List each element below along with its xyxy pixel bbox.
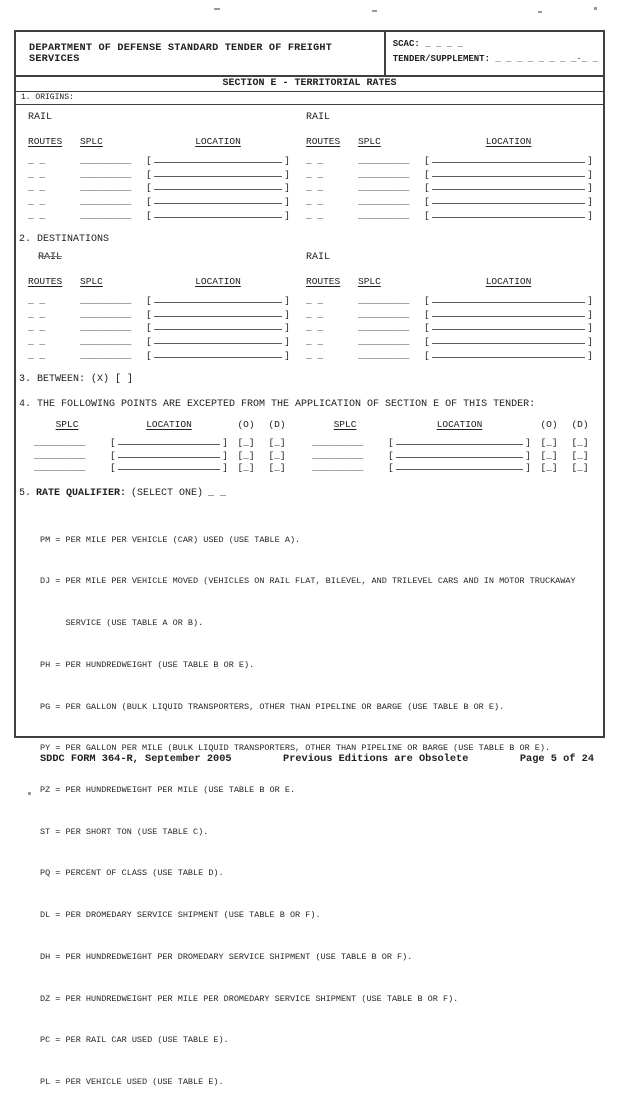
blank-line xyxy=(432,302,586,303)
bracket-open: [ xyxy=(146,209,152,221)
destinations-label: 2. DESTINATIONS xyxy=(19,233,110,245)
splc-field[interactable]: _________ xyxy=(358,336,410,348)
blank-line xyxy=(432,162,586,163)
splc-field[interactable]: _________ xyxy=(80,294,132,306)
blank-line xyxy=(154,176,283,177)
exceptions-tables xyxy=(16,419,603,473)
bracket-open: [ xyxy=(424,349,430,361)
routes-field[interactable]: _ _ xyxy=(28,336,46,348)
blank-line xyxy=(432,329,586,330)
table-row xyxy=(306,152,593,166)
bracket-close: ] xyxy=(587,154,593,166)
exceptions-group-right xyxy=(306,419,593,473)
routes-field[interactable]: _ _ xyxy=(28,209,46,221)
splc-field[interactable]: _________ xyxy=(358,196,410,208)
location-field[interactable] xyxy=(424,196,593,207)
location-field[interactable] xyxy=(424,309,593,320)
splc-field[interactable]: _________ xyxy=(80,308,132,320)
destination-checkbox[interactable]: [_] xyxy=(571,461,589,473)
rate-qualifier-option: DH = PER HUNDREDWEIGHT PER DROMEDARY SERVICE SHIPMENT (USE TABLE B OR F). xyxy=(40,951,413,962)
routes-field[interactable]: _ _ xyxy=(28,182,46,194)
location-field[interactable] xyxy=(388,450,531,461)
bracket-close: ] xyxy=(587,168,593,180)
form-title: DEPARTMENT OF DEFENSE STANDARD TENDER OF FREIGHT SERVICES xyxy=(16,32,386,75)
table-row xyxy=(306,461,593,473)
column-header-row xyxy=(306,419,593,433)
routes-header: ROUTES xyxy=(28,275,63,287)
bracket-open: [ xyxy=(146,154,152,166)
rate-qualifier-row xyxy=(19,488,603,499)
destinations-rail-group-left xyxy=(28,245,290,361)
bracket-close: ] xyxy=(284,196,290,208)
destinations-rows-left xyxy=(28,292,290,361)
routes-header: ROUTES xyxy=(306,275,341,287)
rate-qualifier-option: PM = PER MILE PER VEHICLE (CAR) USED (USE TABLE A). xyxy=(40,534,301,545)
splc-field[interactable]: _________ xyxy=(80,349,132,361)
splc-header: SPLC xyxy=(358,275,381,287)
routes-field[interactable]: _ _ xyxy=(28,154,46,166)
table-row xyxy=(306,193,593,207)
tender-line xyxy=(393,52,598,67)
bracket-close: ] xyxy=(587,196,593,208)
blank-line xyxy=(154,203,283,204)
bracket-open: [ xyxy=(388,449,394,461)
blank-line xyxy=(432,217,586,218)
splc-header: SPLC xyxy=(80,275,103,287)
scan-artifact xyxy=(28,792,31,795)
bracket-close: ] xyxy=(284,182,290,194)
splc-field[interactable]: _________ xyxy=(358,349,410,361)
bracket-close: ] xyxy=(222,449,228,461)
location-field[interactable] xyxy=(146,322,290,333)
destination-checkbox[interactable]: [_] xyxy=(268,461,286,473)
table-row xyxy=(306,347,593,361)
blank-line xyxy=(154,329,283,330)
between-mark: (X) xyxy=(91,373,110,385)
origin-checkbox[interactable]: [_] xyxy=(540,461,558,473)
bracket-open: [ xyxy=(388,437,394,449)
location-field[interactable] xyxy=(388,462,531,473)
exceptions-rows-left xyxy=(28,436,290,473)
routes-field[interactable]: _ _ xyxy=(306,322,324,334)
splc-field[interactable]: _________ xyxy=(358,154,410,166)
location-field[interactable] xyxy=(424,182,593,193)
routes-field[interactable]: _ _ xyxy=(306,336,324,348)
bracket-open: [ xyxy=(424,209,430,221)
table-row xyxy=(28,461,290,473)
routes-field[interactable]: _ _ xyxy=(28,349,46,361)
location-header: LOCATION xyxy=(436,418,483,430)
table-row xyxy=(306,320,593,334)
destination-column-header: (D) xyxy=(268,418,286,430)
bracket-close: ] xyxy=(587,209,593,221)
bracket-open: [ xyxy=(424,322,430,334)
rate-qualifier-option: PY = PER GALLON PER MILE (BULK LIQUID TRANSPORTERS, OTHER THAN PIPELINE OR BARGE (USE TABLE B OR E). xyxy=(40,743,551,754)
splc-header: SPLC xyxy=(333,418,357,430)
form-header xyxy=(16,32,603,77)
page-number: Page 5 of 24 xyxy=(519,753,594,765)
bracket-open: [ xyxy=(146,308,152,320)
location-field[interactable] xyxy=(424,155,593,166)
origin-checkbox[interactable]: [_] xyxy=(237,461,255,473)
scac-label: SCAC: xyxy=(392,39,420,49)
table-row xyxy=(28,193,290,207)
bracket-close: ] xyxy=(284,308,290,320)
location-header: LOCATION xyxy=(485,275,532,287)
rail-label: RAIL xyxy=(28,112,53,123)
scan-artifact xyxy=(214,8,220,10)
origin-checkbox[interactable]: [_] xyxy=(540,449,558,461)
table-row xyxy=(28,306,290,320)
bracket-open: [ xyxy=(388,461,394,473)
table-row xyxy=(28,333,290,347)
bracket-open: [ xyxy=(424,182,430,194)
splc-field[interactable]: _________ xyxy=(358,294,410,306)
bracket-open: [ xyxy=(424,336,430,348)
rate-qualifier-label: RATE QUALIFIER: xyxy=(36,487,127,499)
blank-line xyxy=(154,217,283,218)
location-field[interactable] xyxy=(146,210,290,221)
routes-header: ROUTES xyxy=(306,136,341,147)
table-row xyxy=(306,292,593,306)
splc-field[interactable]: _________ xyxy=(358,308,410,320)
bracket-close: ] xyxy=(284,154,290,166)
routes-field[interactable]: _ _ xyxy=(306,182,324,194)
exceptions-rows-right xyxy=(306,436,593,473)
rail-label: RAIL xyxy=(38,251,63,263)
column-header-row xyxy=(28,276,290,290)
bracket-close: ] xyxy=(587,294,593,306)
routes-header: ROUTES xyxy=(28,136,63,147)
table-row xyxy=(28,166,290,180)
bracket-close: ] xyxy=(587,308,593,320)
bracket-close: ] xyxy=(284,349,290,361)
location-field[interactable] xyxy=(110,462,228,473)
bracket-close: ] xyxy=(284,168,290,180)
location-field[interactable] xyxy=(146,309,290,320)
rail-label: RAIL xyxy=(306,251,331,263)
bracket-open: [ xyxy=(424,168,430,180)
origin-checkbox[interactable]: [_] xyxy=(540,437,558,449)
tender-supplement-label: TENDER/SUPPLEMENT: xyxy=(392,54,490,64)
table-row xyxy=(28,152,290,166)
location-field[interactable] xyxy=(110,450,228,461)
bracket-close: ] xyxy=(284,209,290,221)
location-field[interactable] xyxy=(146,169,290,180)
page-footer xyxy=(0,753,620,765)
routes-field[interactable]: _ _ xyxy=(28,308,46,320)
routes-field[interactable]: _ _ xyxy=(28,322,46,334)
splc-header: SPLC xyxy=(80,136,103,147)
routes-field[interactable]: _ _ xyxy=(28,196,46,208)
column-header-row xyxy=(306,276,593,290)
table-row xyxy=(306,436,593,448)
splc-field[interactable]: _________ xyxy=(80,209,132,221)
routes-field[interactable]: _ _ xyxy=(306,209,324,221)
select-one-label: (SELECT ONE) xyxy=(131,487,204,499)
blank-line xyxy=(154,302,283,303)
routes-field[interactable]: _ _ xyxy=(306,168,324,180)
blank-line xyxy=(396,457,524,458)
bracket-open: [ xyxy=(146,349,152,361)
scan-artifact xyxy=(372,10,377,12)
bracket-open: [ xyxy=(424,308,430,320)
blank-line xyxy=(432,343,586,344)
bracket-open: [ xyxy=(424,154,430,166)
bracket-close: ] xyxy=(284,322,290,334)
rate-qualifier-option: ST = PER SHORT TON (USE TABLE C). xyxy=(40,826,209,837)
location-field[interactable] xyxy=(424,322,593,333)
table-row xyxy=(306,207,593,221)
origin-checkbox[interactable]: [_] xyxy=(237,437,255,449)
form-number: SDDC FORM 364-R, September 2005 xyxy=(40,753,232,765)
splc-field[interactable]: _________ xyxy=(312,437,364,449)
splc-field[interactable]: _________ xyxy=(80,168,132,180)
location-field[interactable] xyxy=(424,169,593,180)
blank-line xyxy=(396,444,524,445)
splc-field[interactable]: _________ xyxy=(358,209,410,221)
location-field[interactable] xyxy=(424,210,593,221)
location-field[interactable] xyxy=(146,196,290,207)
splc-field[interactable]: _________ xyxy=(34,461,86,473)
table-row xyxy=(306,448,593,460)
rate-qualifier-option: PQ = PERCENT OF CLASS (USE TABLE D). xyxy=(40,868,224,879)
rail-label: RAIL xyxy=(306,112,331,123)
editions-note: Previous Editions are Obsolete xyxy=(283,753,469,765)
splc-header: SPLC xyxy=(55,418,79,430)
splc-field[interactable]: _________ xyxy=(358,322,410,334)
splc-field[interactable]: _________ xyxy=(80,336,132,348)
location-field[interactable] xyxy=(146,336,290,347)
bracket-close: ] xyxy=(587,322,593,334)
splc-field[interactable]: _________ xyxy=(80,182,132,194)
scan-artifact xyxy=(594,7,597,10)
table-row xyxy=(28,320,290,334)
rate-qualifier-number: 5. xyxy=(19,487,32,499)
table-row xyxy=(28,448,290,460)
table-row xyxy=(306,180,593,194)
origins-rows-right xyxy=(306,152,593,221)
rate-qualifier-option: PH = PER HUNDREDWEIGHT (USE TABLE B OR E). xyxy=(40,659,255,670)
destinations-rows-right xyxy=(306,292,593,361)
origins-rail-group-left xyxy=(28,105,290,221)
splc-field[interactable]: _________ xyxy=(80,322,132,334)
location-field[interactable] xyxy=(146,350,290,361)
location-header: LOCATION xyxy=(146,418,192,430)
column-header-row xyxy=(28,136,290,150)
bracket-open: [ xyxy=(146,294,152,306)
destination-checkbox[interactable]: [_] xyxy=(571,437,589,449)
rate-qualifier-option: DL = PER DROMEDARY SERVICE SHIPMENT (USE TABLE B OR F). xyxy=(40,910,321,921)
location-header: LOCATION xyxy=(485,136,532,147)
blank-line xyxy=(154,357,283,358)
rate-qualifier-option: DZ = PER HUNDREDWEIGHT PER MILE PER DROMEDARY SERVICE SHIPMENT (USE TABLE B OR F). xyxy=(40,993,459,1004)
routes-field[interactable]: _ _ xyxy=(306,349,324,361)
table-row xyxy=(306,166,593,180)
location-field[interactable] xyxy=(146,182,290,193)
destination-column-header: (D) xyxy=(571,418,589,430)
rate-qualifier-option-continuation: SERVICE (USE TABLE A OR B). xyxy=(40,618,204,629)
routes-field[interactable]: _ _ xyxy=(306,294,324,306)
bracket-close: ] xyxy=(284,294,290,306)
tender-supplement-field[interactable]: _ _ _ _ _ _ _ _-_ _ xyxy=(495,54,598,64)
origins-rail-group-right xyxy=(306,105,593,221)
blank-line xyxy=(432,357,586,358)
bracket-close: ] xyxy=(284,336,290,348)
splc-field[interactable]: _________ xyxy=(312,461,364,473)
origins-rows-left xyxy=(28,152,290,221)
table-row xyxy=(28,207,290,221)
bracket-close: ] xyxy=(525,461,531,473)
rate-qualifier-list xyxy=(40,506,603,1118)
routes-field[interactable]: _ _ xyxy=(28,168,46,180)
bracket-close: ] xyxy=(525,449,531,461)
header-id-block xyxy=(386,32,603,75)
between-checkbox[interactable]: [ ] xyxy=(115,373,134,385)
between-label: 3. BETWEEN: xyxy=(19,373,86,385)
rate-qualifier-field[interactable]: _ _ xyxy=(208,487,227,499)
bracket-close: ] xyxy=(587,349,593,361)
table-row xyxy=(28,180,290,194)
origin-column-header: (O) xyxy=(237,418,255,430)
bracket-close: ] xyxy=(587,182,593,194)
origin-column-header: (O) xyxy=(540,418,558,430)
table-row xyxy=(306,306,593,320)
destination-checkbox[interactable]: [_] xyxy=(268,437,286,449)
blank-line xyxy=(432,176,586,177)
location-field[interactable] xyxy=(424,295,593,306)
splc-field[interactable]: _________ xyxy=(34,449,86,461)
blank-line xyxy=(118,457,221,458)
splc-field[interactable]: _________ xyxy=(358,182,410,194)
blank-line xyxy=(154,343,283,344)
scac-line xyxy=(393,37,598,52)
blank-line xyxy=(154,162,283,163)
column-header-row xyxy=(28,419,290,433)
routes-field[interactable]: _ _ xyxy=(306,308,324,320)
splc-field[interactable]: _________ xyxy=(312,449,364,461)
blank-line xyxy=(432,316,586,317)
bracket-close: ] xyxy=(222,437,228,449)
bracket-open: [ xyxy=(146,322,152,334)
rate-qualifier-option: PL = PER VEHICLE USED (USE TABLE E). xyxy=(40,1077,224,1088)
bracket-open: [ xyxy=(424,294,430,306)
table-row xyxy=(28,347,290,361)
splc-field[interactable]: _________ xyxy=(80,154,132,166)
exceptions-group-left xyxy=(28,419,290,473)
bracket-open: [ xyxy=(110,461,116,473)
routes-field[interactable]: _ _ xyxy=(306,154,324,166)
rate-qualifier-option: PZ = PER HUNDREDWEIGHT PER MILE (USE TABLE B OR E. xyxy=(40,784,296,795)
routes-field[interactable]: _ _ xyxy=(306,196,324,208)
bracket-open: [ xyxy=(146,196,152,208)
origin-checkbox[interactable]: [_] xyxy=(237,449,255,461)
destination-checkbox[interactable]: [_] xyxy=(268,449,286,461)
rate-qualifier-option: DJ = PER MILE PER VEHICLE MOVED (VEHICLES ON RAIL FLAT, BILEVEL, AND TRILEVEL CARS AND IN MOTOR TRUCKAWAY xyxy=(40,576,576,587)
blank-line xyxy=(118,444,221,445)
location-field[interactable] xyxy=(424,350,593,361)
bracket-open: [ xyxy=(110,449,116,461)
bracket-open: [ xyxy=(146,336,152,348)
bracket-open: [ xyxy=(146,182,152,194)
blank-line xyxy=(432,203,586,204)
destination-checkbox[interactable]: [_] xyxy=(571,449,589,461)
location-field[interactable] xyxy=(146,155,290,166)
splc-field[interactable]: _________ xyxy=(34,437,86,449)
origins-tables xyxy=(16,105,603,221)
location-field[interactable] xyxy=(146,295,290,306)
table-row xyxy=(28,292,290,306)
bracket-open: [ xyxy=(424,196,430,208)
location-field[interactable] xyxy=(110,437,228,448)
location-field[interactable] xyxy=(388,437,531,448)
location-field[interactable] xyxy=(424,336,593,347)
splc-header: SPLC xyxy=(358,136,381,147)
routes-field[interactable]: _ _ xyxy=(28,294,46,306)
blank-line xyxy=(396,469,524,470)
exceptions-label: 4. THE FOLLOWING POINTS ARE EXCEPTED FROM THE APPLICATION OF SECTION E OF THIS TENDER: xyxy=(19,398,536,410)
table-row xyxy=(28,436,290,448)
column-header-row xyxy=(306,136,593,150)
scan-artifact xyxy=(538,11,542,13)
blank-line xyxy=(118,469,221,470)
section-title: SECTION E - TERRITORIAL RATES xyxy=(16,77,603,92)
blank-line xyxy=(154,189,283,190)
bracket-close: ] xyxy=(587,336,593,348)
bracket-open: [ xyxy=(146,168,152,180)
origins-label: 1. ORIGINS: xyxy=(16,92,603,105)
splc-field[interactable]: _________ xyxy=(358,168,410,180)
destinations-rail-group-right xyxy=(306,245,593,361)
bracket-close: ] xyxy=(525,437,531,449)
location-header: LOCATION xyxy=(195,136,241,147)
bracket-open: [ xyxy=(110,437,116,449)
scac-field[interactable]: _ _ _ _ xyxy=(425,39,463,49)
between-row xyxy=(19,374,603,385)
bracket-close: ] xyxy=(222,461,228,473)
table-row xyxy=(306,333,593,347)
destinations-tables xyxy=(16,245,603,361)
splc-field[interactable]: _________ xyxy=(80,196,132,208)
location-header: LOCATION xyxy=(195,275,241,287)
blank-line xyxy=(432,189,586,190)
rate-qualifier-option: PC = PER RAIL CAR USED (USE TABLE E). xyxy=(40,1035,229,1046)
rate-qualifier-option: PG = PER GALLON (BULK LIQUID TRANSPORTERS, OTHER THAN PIPELINE OR BARGE (USE TABLE B OR E). xyxy=(40,701,505,712)
blank-line xyxy=(154,316,283,317)
